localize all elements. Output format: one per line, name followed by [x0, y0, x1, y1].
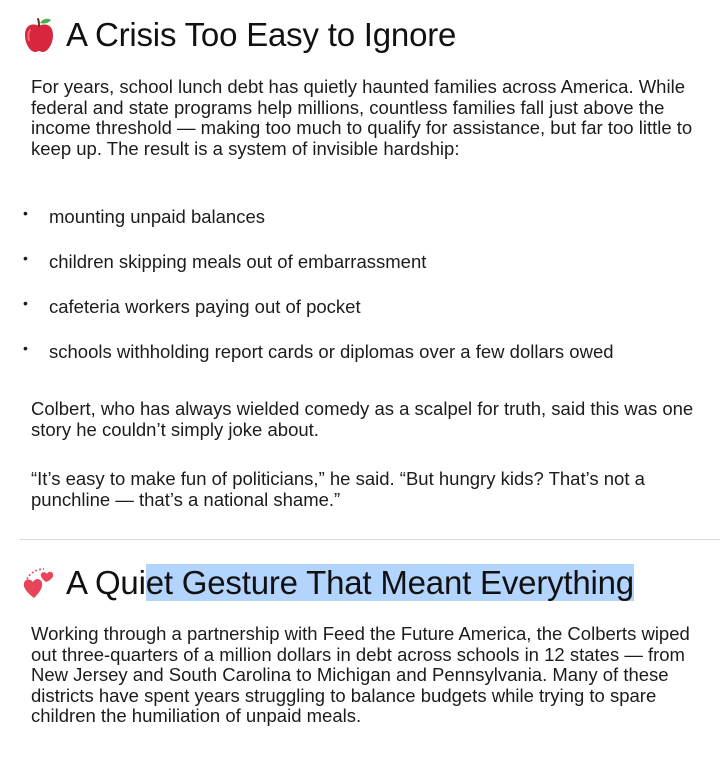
section-title-crisis: A Crisis Too Easy to Ignore [66, 16, 457, 53]
selected-title-text[interactable]: et Gesture That Meant Everything [145, 564, 634, 601]
bullet-icon: • [23, 250, 28, 266]
list-item-text: schools withholding report cards or diplomas over a few dollars owed [49, 341, 614, 362]
list-item [23, 206, 713, 251]
list-item [23, 341, 713, 386]
section-gesture [22, 563, 712, 603]
section-divider [20, 539, 720, 540]
bullet-icon: • [23, 295, 28, 311]
gesture-paragraph: Working through a partnership with Feed the Future America, the Colberts wiped out three-quarters of a million dollars in debt across schools in 12 states — from New Jersey and South Carolina to Michigan and Pennsylvania. Many of these districts have spent years struggling to balance budgets while trying to spare children the humiliation of unpaid meals. [31, 623, 690, 726]
colbert-paragraph: Colbert, who has always wielded comedy as a scalpel for truth, said this was one story he couldn’t simply joke about. [31, 398, 694, 440]
title-text: A Qui [66, 564, 146, 601]
intro-paragraph: For years, school lunch debt has quietly haunted families across America. While federal and state programs help millions, countless families fall just above the income threshold — making too much to qualify for assistance, but far too little to keep up. The result is a system of invisible hardship: [31, 76, 693, 159]
list-item-text: cafeteria workers paying out of pocket [49, 296, 361, 317]
apple-icon [22, 17, 56, 53]
section-heading-crisis [22, 15, 702, 55]
list-item-text: mounting unpaid balances [49, 206, 265, 227]
list-item-text: children skipping meals out of embarrassment [49, 251, 427, 272]
hardship-list [23, 206, 713, 386]
section-title-gesture [66, 563, 634, 603]
bullet-icon: • [23, 205, 28, 221]
list-item [23, 251, 713, 296]
section-crisis [22, 15, 702, 55]
quote-paragraph: “It’s easy to make fun of politicians,” he said. “But hungry kids? That’s not a punchline — that’s a national shame.” [31, 468, 645, 510]
bullet-icon: • [23, 340, 28, 356]
section-heading-gesture [22, 563, 712, 603]
list-item [23, 296, 713, 341]
revolving-hearts-icon [22, 565, 56, 601]
